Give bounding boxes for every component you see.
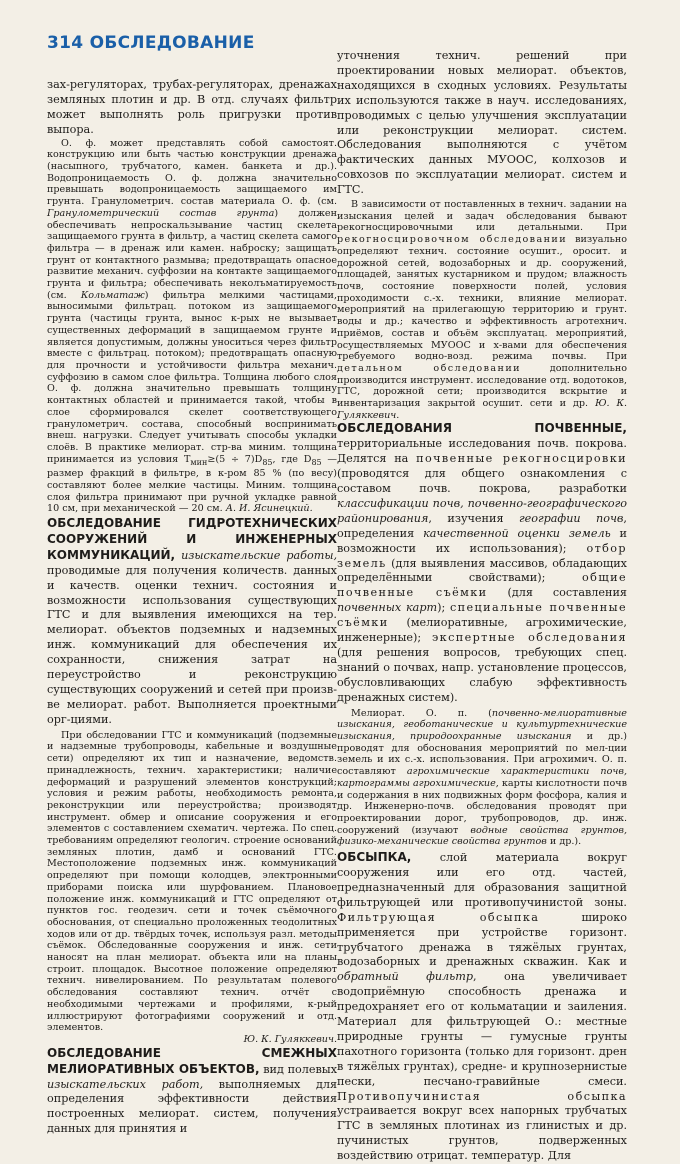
paragraph-gts-survey: При обследовании ГТС и коммуникаций (подземные и надземные трубопроводы, кабельные и воздушные сети) определяют их тип и назначение, ведомств. принадлежность, технич. характеристики; наличие деформаций и разрушений элементов конструкций; условия и режим работы, необходимость ремонта, реконструкции или переустройства; производят инструмент. обмер и описание сооружения и его элементов с составлением схематич. чертежа. По спец. требованиям определяют геологич. строение оснований земляных плотин, дамб и оснований ГТС. Местоположение подземных инж. коммуникаций определяют при помощи колодцев, электронными приборами поиска или шурфованием. Плановое положение инж. коммуникаций и ГТС определяют от пунктов гос. геодезич. сети и точек съёмочного обоснования, от специально проложенных теодолитных ходов или от др. твёрдых точек, используя разл. методы съёмок. Обследованные сооружения и инж. сети наносят на план мелиорат. объекта или на планы строит. площадок. Высотное положение определяют технич. нивелированием. По результатам полевого обследования составляют технич. отчёт с необходимыми чертежами и профилями, к-рый иллюстрируют фотографиями сооружений и отд. элементов. xyxy=(47,729,337,1034)
link-granulometric: Гранулометрический состав грунта xyxy=(47,207,275,219)
headword: ОБСЛЕДОВАНИЯ ПОЧВЕННЫЕ, xyxy=(337,421,627,436)
author-signature: Ю. К. Гуляккевич. xyxy=(243,1034,337,1045)
running-title: ОБСЛЕДОВАНИЕ xyxy=(89,33,255,53)
left-column xyxy=(47,78,337,1137)
entry-soil-surveys: ОБСЛЕДОВАНИЯ ПОЧВЕННЫЕ, территориальные исследования почв. покрова. Делятся на почвенные рекогносцировки (проводятся для общего ознакомления с составом почв. покрова, разработки классификации почв, почвенно-географического районирования, изучения географии почв, определения качественной оценки земель и возможности их использования); отбор земель (для выявления массивов, обладающих определёнными свойствами); общие почвенные съёмки (для составления почвенных карт); специальные почвенные съёмки (мелиоративные, агрохимические, инженерные); экспертные обследования (для решения вопросов, требующих спец. знаний о почвах, напр. установление процессов, обусловливающих слабую эффективность дренажных систем). xyxy=(337,421,627,704)
author-signature: Ю. К. Гуляккевич. xyxy=(337,398,627,421)
paragraph-soil-types: Мелиорат. О. п. (почвенно-мелиоративные изыскания, геоботанические и культуртехнические изыскания, природоохранные изыскания и др.) проводят для обоснования мероприятий по мел-ции земель и их с.-х. использования. При агрохимич. О. п. составляют агрохимические характеристики почв, картограммы агрохимические, карты кислотности почв и содержания в них подвижных форм фосфора, калия и др. Инженерно-почв. обследования проводят при проектировании дорог, трубопроводов, др. инж. сооружений (изучают водные свойства грунтов, физико-механические свойства грунтов и др.). xyxy=(337,707,627,848)
headword: ОБСЛЕДОВАНИЕ СМЕЖНЫХ МЕЛИОРАТИВНЫХ ОБЪЕКТОВ, xyxy=(47,1045,337,1076)
paragraph-adjacent-continued: уточнения технич. решений при проектировании новых мелиорат. объектов, находящихся в сходных условиях. Результаты их используются также в науч. исследованиях, проводимых с целью улучшения эксплуатации или реконструкции мелиорат. систем. Обследования выполняются с учётом фактических данных МУООС, колхозов и совхозов по эксплуатации мелиорат. систем и ГТС. xyxy=(337,49,627,197)
paragraph-filter-end: зах-регуляторах, трубах-регуляторах, дренажах земляных плотин и др. В отд. случаях фильтр может выполнять роль пригрузки против выпора. xyxy=(47,78,337,136)
link-colmatage: Кольматаж xyxy=(80,289,145,301)
entry-obsypka: ОБСЫПКА, слой материала вокруг сооружения или его отд. частей, предназначенный для образования защитной фильтрующей или противопучинистой зоны. Фильтрующая обсыпка широко применяется при устройстве горизонт. трубчатого дренажа в тяжёлых грунтах, водозаборных и дренажных скважин. Как и обратный фильтр, она увеличивает водоприёмную способность дренажа и предохраняет его от кольматации и заиления. Материал для фильтрующей О.: местные природные грунты — гумусные грунты пахотного горизонта (только для горизонт. дрен в тяжёлых грунтах), средне- и крупнозернистые пески, песчано-гравийные смеси. Противопучинистая обсыпка устраивается вокруг всех напорных трубчатых ГТС в земляных плотинах из глинистых и др. пучинистых грунтов, подверженных воздействию отрицат. температур. Для xyxy=(337,850,627,1163)
page-number: 314 xyxy=(47,33,84,53)
right-column xyxy=(337,49,627,1164)
paragraph-survey-types: В зависимости от поставленных в технич. задании на изыскания целей и задач обследования бывают рекогносцировочными или детальными. При рекогносцировочном обследовании визуально определяют технич. состояние осушит., оросит. и дорожной сетей, водозаборных и др. сооружений, площадей, занятых кустарником и прудом; влажность почв, состояние поверхности полей, условия проходимости с.-х. техники, влияние мелиорат. мероприятий на прилегающую территорию и грунт. воды и др.; качество и эффективность агротехнич. приёмов, состав и объём эксплуатац. мероприятий, осуществляемых МУООС и х-вами для обеспечения требуемого водно-возд. режима почвы. При детальном обследовании дополнительно производится инструмент. исследование отд. водотоков, ГТС, дорожной сети; производится вскрытие и инвентаризация закрытой осушит. сети и др. Ю. К. Гуляккевич. xyxy=(337,199,627,421)
paragraph-filter-properties: О. ф. может представлять собой самостоят. конструкцию или быть частью конструкции дренажа (насыпного, трубчатого, камен. банкета и др.). Водопроницаемость О. ф. должна значительно превышать водопроницаемость защищаемого им грунта. Гранулометрич. состав материала О. ф. (см. Гранулометрический состав грунта) должен обеспечивать непроскальзывание частиц скелета защищаемого грунта в фильтр, а частиц скелета самого фильтра — в дренаж или камен. наброску; защищать грунт от контактного размыва; предотвращать опасное развитие механич. суффозии на контакте защищаемого грунта и фильтра; обеспечивать неколъматируемость (см. Кольматаж) фильтра мелкими частицами, выносимыми фильтрац. потоком из защищаемого грунта (частицы грунта, вынос к-рых не вызывает существенных деформаций в защищаемом грунте и является допустимым, должны уноситься через фильтр вместе с фильтрац. потоком); предотвращать опасную для прочности и устойчивости фильтра механич. суффозию в самом слое фильтра. Толщина любого слоя О. ф. должна значительно превышать толщину контактных областей и принимается такой, чтобы в слое сформировался скелет соответствующего гранулометрич. состава, способный воспринимать внеш. нагрузки. Следует учитывать способы укладки слоёв. В практике мелиорат. стр-ва миним. толщина принимается из условия $T_{мин}\ge(5 \div 7)D_{85}$, где $D_{85}$ — размер фракций в фильтре, в к-ром 85 % (по весу) составляют более мелкие частицы. Миним. толщина слоя фильтра принимают при ручной укладке равной 10 см, при механической — 20 см. А. И. Ясинецкий. xyxy=(47,137,338,515)
author-signature: А. И. Ясинецкий. xyxy=(225,503,313,515)
running-header xyxy=(47,33,255,53)
entry-adjacent-objects: ОБСЛЕДОВАНИЕ СМЕЖНЫХ МЕЛИОРАТИВНЫХ ОБЪЕКТОВ, вид полевых изыскательских работ, выполняемых для определения эффективности действия построенных мелиорат. систем, получения данных для принятия и xyxy=(47,1045,338,1136)
headword: ОБСЛЕДОВАНИЕ ГИДРОТЕХНИЧЕСКИХ СООРУЖЕНИЙ И ИНЖЕНЕРНЫХ КОММУНИКАЦИЙ, xyxy=(47,516,337,562)
headword: ОБСЫПКА, xyxy=(337,850,412,865)
entry-hydrotechnical-survey: ОБСЛЕДОВАНИЕ ГИДРОТЕХНИЧЕСКИХ СООРУЖЕНИЙ И ИНЖЕНЕРНЫХ КОММУНИКАЦИЙ, изыскательские работы, проводимые для получения количеств. данных и качеств. оценки технич. состояния и возможности использования существующих ГТС и для выявления имеющихся на тер. мелиорат. объектов подземных и надземных инж. коммуникаций для обеспечения их сохранности, снижения затрат на переустройство и реконструкцию существующих сооружений и сетей при произв-ве мелиорат. работ. Выполняется проектными орг-циями. xyxy=(47,516,337,726)
